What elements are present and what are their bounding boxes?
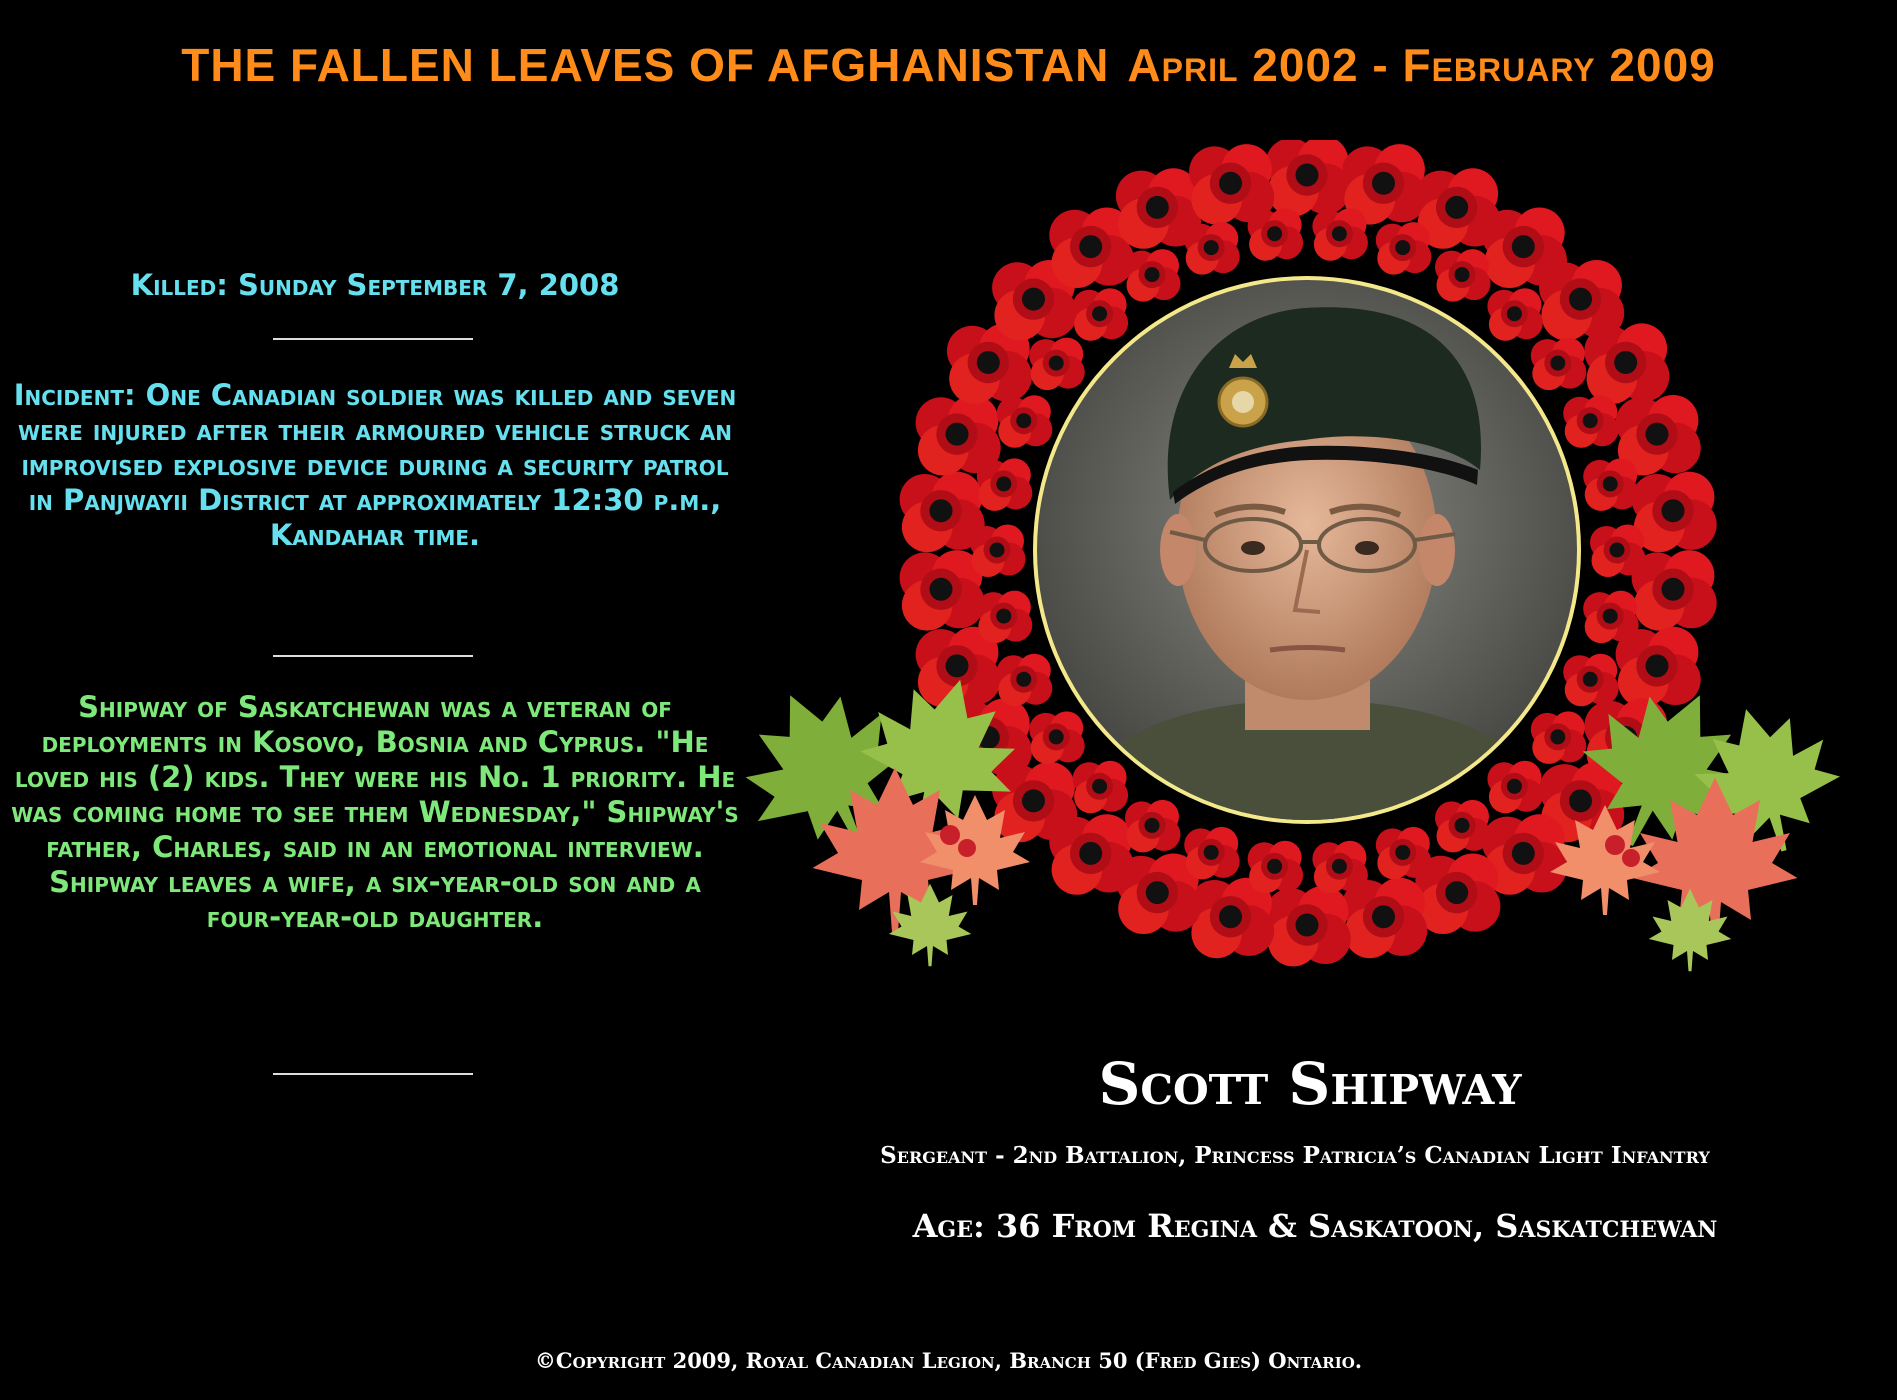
poppy-icon [1487, 761, 1543, 814]
poppy-icon [1583, 458, 1639, 511]
title-date-range: April 2002 - February 2009 [1127, 39, 1716, 91]
memorial-wreath [745, 140, 1855, 990]
poppy-icon [997, 654, 1053, 707]
biography-text: Shipway of Saskatchewan was a veteran of deployments in Kosovo, Bosnia and Cyprus. "He loved his (2) kids. They were his No. 1 priority. He was coming home to see them Wednesday," Shipway's father, Charles, said in an emotional interview. Shipway leaves a wife, a six-year-old son and a four-year-old daughter. [11, 690, 739, 934]
poppy-icon [1312, 841, 1368, 894]
poppy-icon [1029, 711, 1085, 764]
poppy-icon [977, 458, 1033, 511]
poppy-icon [977, 591, 1033, 644]
poppy-icon [1376, 827, 1432, 880]
poppy-icon [997, 395, 1053, 448]
divider [273, 655, 473, 657]
poppy-icon [1632, 472, 1717, 552]
divider [273, 1073, 473, 1075]
poppy-icon [1312, 208, 1368, 261]
poppy-icon [1531, 711, 1587, 764]
poppy-icon [1376, 222, 1432, 275]
poppy-icon [1184, 827, 1240, 880]
poppy-icon [1248, 841, 1304, 894]
poppy-icon [1073, 761, 1129, 814]
poppy-icon [1435, 249, 1491, 302]
soldier-portrait [1025, 270, 1595, 840]
poppy-icon [1029, 338, 1085, 391]
poppy-icon [1563, 395, 1619, 448]
poppy-icon [1248, 208, 1304, 261]
soldier-rank-unit: Sergeant - 2nd Battalion, Princess Patricia’s Canadian Light Infantry [880, 1142, 1710, 1169]
page-title [0, 38, 1897, 92]
poppy-icon [1583, 591, 1639, 644]
soldier-age-origin: Age: 36 From Regina & Saskatoon, Saskatchewan [912, 1207, 1718, 1245]
poppy-icon [1487, 288, 1543, 341]
title-main: THE FALLEN LEAVES OF AFGHANISTAN [181, 39, 1110, 91]
soldier-name: Scott Shipway [1098, 1050, 1522, 1118]
poppy-icon [1435, 800, 1491, 853]
poppy-icon [1266, 886, 1351, 967]
poppy-icon [1590, 525, 1646, 578]
poppy-icon [1073, 288, 1129, 341]
incident-text: Incident: One Canadian soldier was killed and seven were injured after their armoured vehicle struck an improvised explosive device during a security patrol in Panjwayii District at approximately 12:30 p.m., Kandahar time. [13, 378, 737, 552]
poppy-icon [1125, 249, 1181, 302]
poppy-icon [1531, 338, 1587, 391]
poppy-icon [1584, 323, 1669, 404]
poppy-icon [970, 525, 1026, 578]
killed-date: Killed: Sunday September 7, 2008 [130, 268, 620, 302]
poppy-icon [1125, 800, 1181, 853]
poppy-icon [1184, 222, 1240, 275]
divider [273, 338, 473, 340]
poppy-icon [1266, 140, 1351, 216]
poppy-icon [1563, 654, 1619, 707]
copyright-notice: ©Copyright 2009, Royal Canadian Legion, Branch 50 (Fred Gies) Ontario. [534, 1348, 1363, 1373]
